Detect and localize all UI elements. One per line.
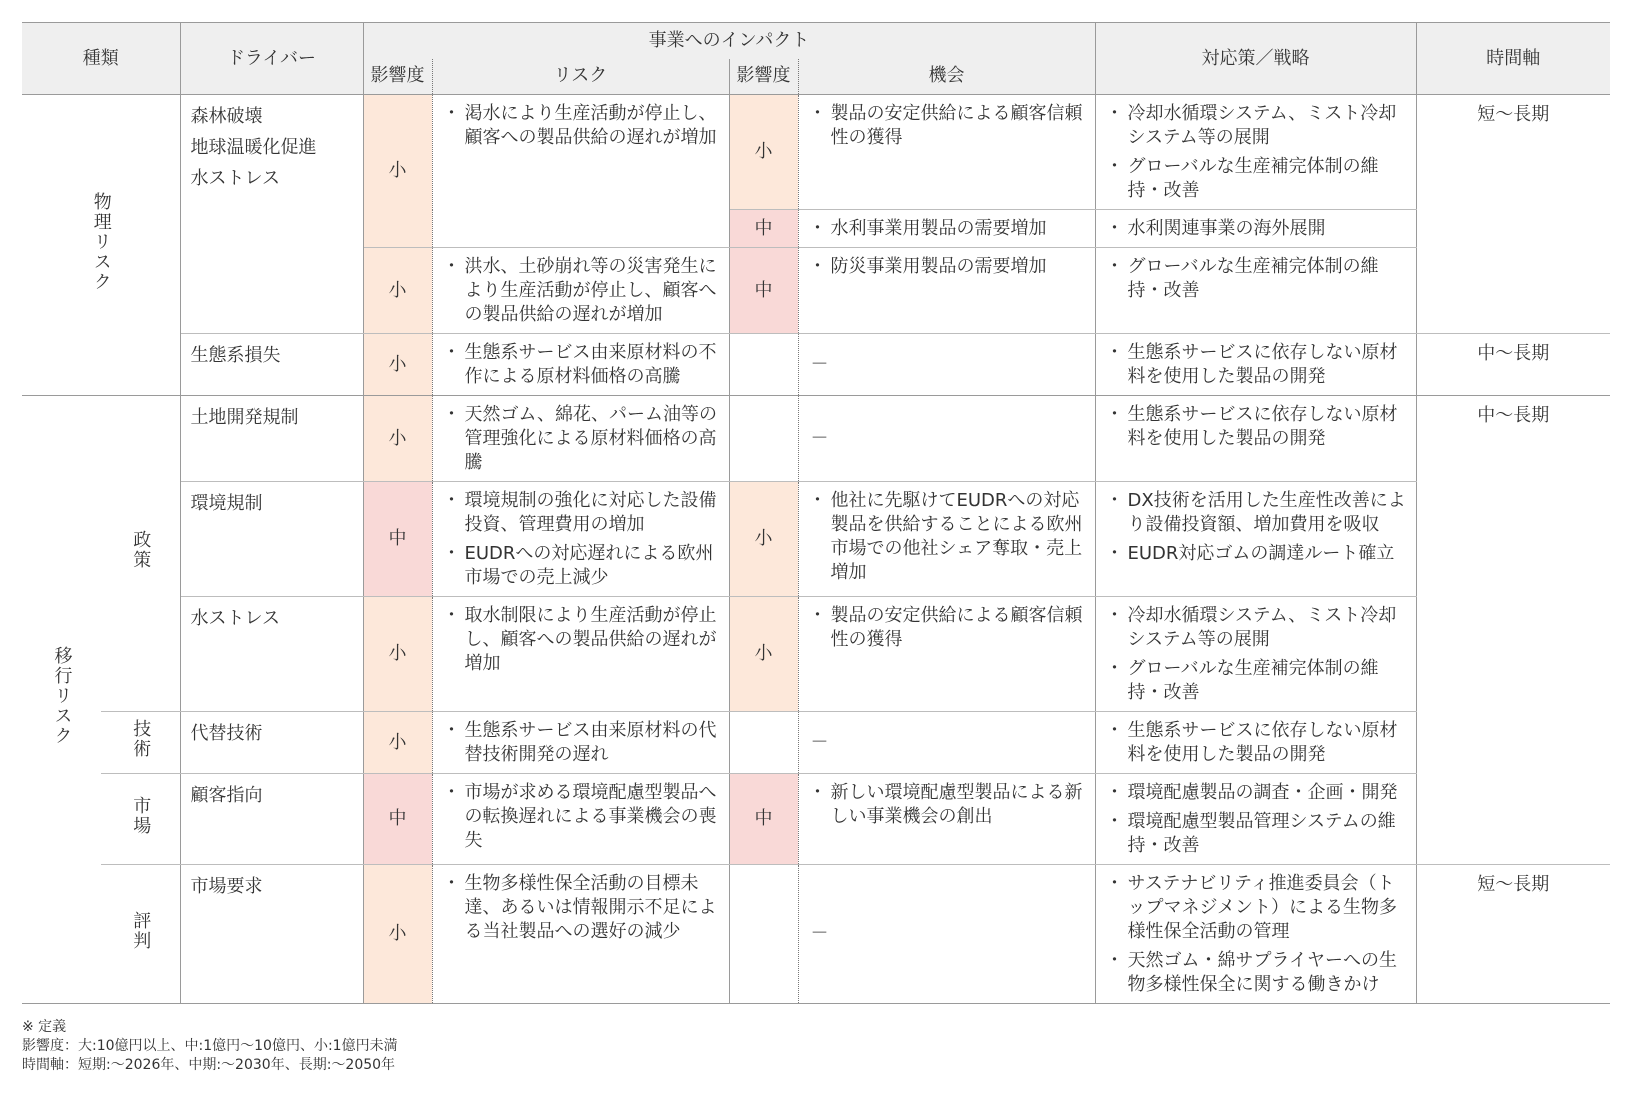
strategy-production-backup	[1095, 248, 1416, 334]
opportunity-level-badge: 小	[729, 95, 798, 210]
risk-text: ・ 取水制限により生産活動が停止し、顧客への製品供給の遅れが増加	[443, 604, 721, 676]
driver-market-requirement: 市場要求	[180, 865, 363, 1004]
risk-text: ・ 生態系サービス由来原材料の不作による原材料価格の高騰	[443, 341, 721, 389]
strategy-text: ・ 生態系サービスに依存しない原材料を使用した製品の開発	[1106, 403, 1408, 451]
risk-env-regulation	[432, 482, 729, 597]
driver-cell-deforestation	[180, 95, 363, 334]
opportunity-level-badge: 中	[729, 248, 798, 334]
definitions-notes	[22, 1018, 398, 1075]
opportunity-disaster-products	[798, 248, 1095, 334]
opportunity-stable-supply	[798, 95, 1095, 210]
strategy-text: ・ グローバルな生産補完体制の維持・改善	[1106, 657, 1408, 705]
timeline-mid-long: 中～長期	[1416, 334, 1610, 396]
strategy-cooling	[1095, 95, 1416, 210]
risk-text: ・ 洪水、土砂崩れ等の災害発生により生産活動が停止し、顧客への製品供給の遅れが増加	[443, 255, 721, 327]
risk-level-badge: 中	[363, 774, 432, 865]
timeline-short-long: 短～長期	[1416, 95, 1610, 334]
risk-level-badge: 小	[363, 248, 432, 334]
risk-water-restriction	[432, 597, 729, 712]
opportunity-none: －	[798, 334, 1095, 396]
strategy-alt-materials	[1095, 712, 1416, 774]
header-driver: ドライバー	[180, 23, 363, 95]
opportunity-eudr	[798, 482, 1095, 597]
notes-impact-definition: 影響度：大:10億円以上、中:1億円～10億円、小:1億円未満	[22, 1038, 398, 1054]
risk-flood	[432, 248, 729, 334]
header-timeline: 時間軸	[1416, 23, 1610, 95]
category-physical-risk: 物理リスク	[22, 95, 180, 396]
strategy-cooling	[1095, 597, 1416, 712]
strategy-text: ・ 冷却水循環システム、ミスト冷却システム等の展開	[1106, 604, 1408, 652]
strategy-text: ・ EUDR対応ゴムの調達ルート確立	[1106, 542, 1408, 566]
strategy-alt-materials	[1095, 334, 1416, 396]
strategy-text: ・ 生態系サービスに依存しない原材料を使用した製品の開発	[1106, 719, 1408, 767]
risk-text: ・ 生物多様性保全活動の目標未達、あるいは情報開示不足による当社製品への選好の減少	[443, 872, 721, 944]
strategy-text: ・ 生態系サービスに依存しない原材料を使用した製品の開発	[1106, 341, 1408, 389]
opportunity-level-badge: 中	[729, 210, 798, 248]
driver-land-regulation: 土地開発規制	[180, 396, 363, 482]
header-risk-level: 影響度	[363, 59, 432, 95]
risk-ecosystem-crop	[432, 334, 729, 396]
timeline-short-long: 短～長期	[1416, 865, 1610, 1004]
nature-risk-table	[22, 22, 1610, 1004]
driver-alt-technology: 代替技術	[180, 712, 363, 774]
opportunity-level-empty	[729, 712, 798, 774]
header-opportunity: 機会	[798, 59, 1095, 95]
risk-level-badge: 小	[363, 396, 432, 482]
opportunity-level-badge: 小	[729, 482, 798, 597]
strategy-text: ・ サステナビリティ推進委員会（トップマネジメント）による生物多様性保全活動の管理	[1106, 872, 1408, 944]
risk-text: ・ 環境規制の強化に対応した設備投資、管理費用の増加	[443, 489, 721, 537]
subcategory-technology: 技術	[101, 712, 180, 774]
strategy-text: ・ グローバルな生産補完体制の維持・改善	[1106, 255, 1408, 303]
risk-biodiversity-target	[432, 865, 729, 1004]
opportunity-text: ・ 水利事業用製品の需要増加	[809, 217, 1087, 241]
risk-level-badge: 中	[363, 482, 432, 597]
opportunity-new-business	[798, 774, 1095, 865]
opportunity-text: ・ 他社に先駆けてEUDRへの対応製品を供給することによる欧州市場での他社シェア奪取・売上増加	[809, 489, 1087, 585]
strategy-water-overseas	[1095, 210, 1416, 248]
strategy-eco-products	[1095, 774, 1416, 865]
opportunity-text: ・ 製品の安定供給による顧客信頼性の獲得	[809, 102, 1087, 150]
notes-timeline-definition: 時間軸：短期:～2026年、中期:～2030年、長期:～2050年	[22, 1057, 396, 1073]
risk-level-badge: 小	[363, 334, 432, 396]
driver-ecosystem-loss: 生態系損失	[180, 334, 363, 396]
risk-text: ・ 生態系サービス由来原材料の代替技術開発の遅れ	[443, 719, 721, 767]
risk-table-container	[22, 22, 1610, 1004]
strategy-text: ・ 冷却水循環システム、ミスト冷却システム等の展開	[1106, 102, 1408, 150]
opportunity-stable-supply	[798, 597, 1095, 712]
risk-drought	[432, 95, 729, 248]
risk-text: ・ 渇水により生産活動が停止し、顧客への製品供給の遅れが増加	[443, 102, 721, 150]
driver-customer-orientation: 顧客指向	[180, 774, 363, 865]
risk-text: ・ 市場が求める環境配慮型製品への転換遅れによる事業機会の喪失	[443, 781, 721, 853]
opportunity-level-empty	[729, 396, 798, 482]
subcategory-policy: 政策	[101, 396, 180, 712]
strategy-dx-eudr	[1095, 482, 1416, 597]
notes-title: ※ 定義	[22, 1019, 67, 1035]
risk-level-badge: 小	[363, 712, 432, 774]
risk-eco-product-delay	[432, 774, 729, 865]
opportunity-water-products	[798, 210, 1095, 248]
opportunity-level-badge: 中	[729, 774, 798, 865]
risk-text: ・ 天然ゴム、綿花、パーム油等の管理強化による原材料価格の高騰	[443, 403, 721, 475]
strategy-text: ・ 環境配慮製品の調査・企画・開発	[1106, 781, 1408, 805]
timeline-mid-long: 中～長期	[1416, 396, 1610, 865]
category-transition-risk: 移行リスク	[22, 396, 101, 1004]
strategy-biodiversity	[1095, 865, 1416, 1004]
header-impact: 事業へのインパクト	[363, 23, 1095, 59]
header-opportunity-level: 影響度	[729, 59, 798, 95]
header-type: 種類	[22, 23, 180, 95]
opportunity-text: ・ 防災事業用製品の需要増加	[809, 255, 1087, 279]
risk-level-badge: 小	[363, 597, 432, 712]
driver-global-warming: 地球温暖化促進	[190, 137, 317, 158]
risk-level-badge: 小	[363, 865, 432, 1004]
strategy-text: ・ グローバルな生産補完体制の維持・改善	[1106, 155, 1408, 203]
opportunity-level-empty	[729, 865, 798, 1004]
driver-water-stress: 水ストレス	[190, 168, 280, 189]
opportunity-level-badge: 小	[729, 597, 798, 712]
opportunity-none: －	[798, 865, 1095, 1004]
subcategory-reputation: 評判	[101, 865, 180, 1004]
risk-alt-tech-delay	[432, 712, 729, 774]
strategy-text: ・ 水利関連事業の海外展開	[1106, 217, 1408, 241]
opportunity-text: ・ 新しい環境配慮型製品による新しい事業機会の創出	[809, 781, 1087, 829]
opportunity-none: －	[798, 396, 1095, 482]
risk-raw-material-control	[432, 396, 729, 482]
opportunity-text: ・ 製品の安定供給による顧客信頼性の獲得	[809, 604, 1087, 652]
strategy-text: ・ 天然ゴム・綿サプライヤーへの生物多様性保全に関する働きかけ	[1106, 949, 1408, 997]
strategy-alt-materials	[1095, 396, 1416, 482]
risk-level-badge: 小	[363, 95, 432, 248]
header-strategy: 対応策／戦略	[1095, 23, 1416, 95]
strategy-text: ・ DX技術を活用した生産性改善により設備投資額、増加費用を吸収	[1106, 489, 1408, 537]
risk-text: ・ EUDRへの対応遅れによる欧州市場での売上減少	[443, 542, 721, 590]
driver-environmental-regulation: 環境規制	[180, 482, 363, 597]
driver-deforestation: 森林破壊	[190, 106, 263, 127]
subcategory-market: 市場	[101, 774, 180, 865]
opportunity-none: －	[798, 712, 1095, 774]
header-risk: リスク	[432, 59, 729, 95]
opportunity-level-empty	[729, 334, 798, 396]
driver-water-stress-policy: 水ストレス	[180, 597, 363, 712]
strategy-text: ・ 環境配慮型製品管理システムの維持・改善	[1106, 810, 1408, 858]
